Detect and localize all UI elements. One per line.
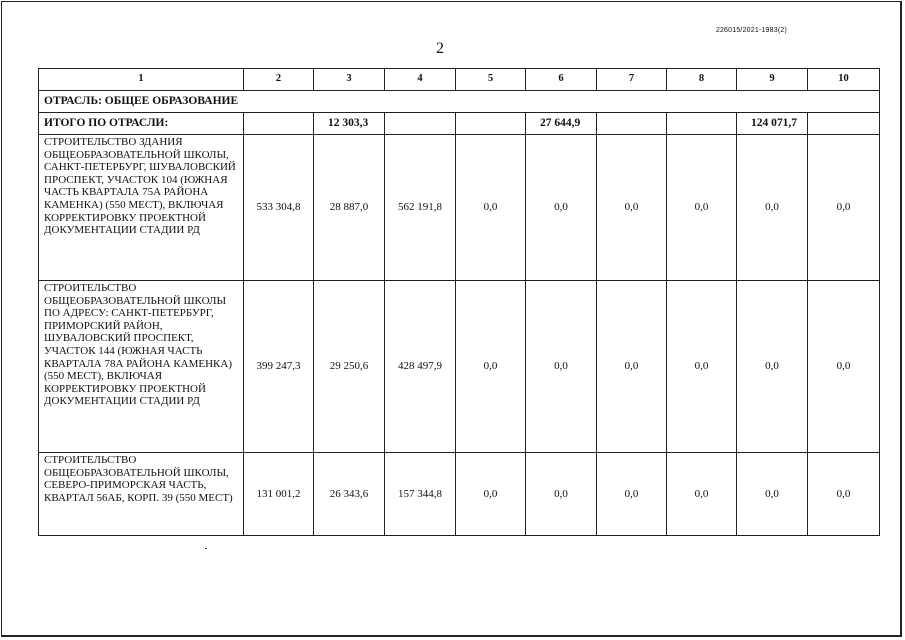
total-cell: 27 644,9 (526, 113, 597, 135)
total-cell (808, 113, 880, 135)
value-cell: 428 497,9 (385, 281, 456, 453)
value-cell: 399 247,3 (244, 281, 314, 453)
column-header: 3 (314, 69, 385, 91)
value-cell: 26 343,6 (314, 453, 385, 536)
value-cell: 0,0 (456, 135, 526, 281)
value-cell: 0,0 (667, 453, 737, 536)
value-cell: 0,0 (667, 281, 737, 453)
column-header: 7 (597, 69, 667, 91)
value-cell: 0,0 (456, 281, 526, 453)
total-cell: 124 071,7 (737, 113, 808, 135)
document-id: 226015/2021-1983(2) (715, 27, 787, 34)
value-cell: 0,0 (737, 281, 808, 453)
total-cell: 12 303,3 (314, 113, 385, 135)
table-row (39, 135, 880, 281)
value-cell: 0,0 (526, 453, 597, 536)
column-header: 10 (808, 69, 880, 91)
value-cell: 0,0 (737, 453, 808, 536)
project-name: СТРОИТЕЛЬСТВО ОБЩЕОБРАЗОВАТЕЛЬНОЙ ШКОЛЫ ПО АДРЕСУ: САНКТ-ПЕТЕРБУРГ, ПРИМОРСКИЙ РАЙОН, ШУВАЛОВСКИЙ ПРОСПЕКТ, УЧАСТОК 144 (ЮЖНАЯ ЧАСТЬ КВАРТАЛА 78А РАЙОНА КАМЕНКА) (550 МЕСТ), ВКЛЮЧАЯ КОРРЕКТИРОВКУ ПРОЕКТНОЙ ДОКУМЕНТАЦИИ СТАДИИ РД (39, 281, 244, 453)
total-cell (667, 113, 737, 135)
column-header: 8 (667, 69, 737, 91)
value-cell: 0,0 (526, 281, 597, 453)
value-cell: 0,0 (597, 281, 667, 453)
sector-label: ОТРАСЛЬ: ОБЩЕЕ ОБРАЗОВАНИЕ (39, 91, 880, 113)
column-header: 1 (39, 69, 244, 91)
value-cell: 0,0 (808, 135, 880, 281)
column-header: 5 (456, 69, 526, 91)
total-cell (385, 113, 456, 135)
value-cell: 533 304,8 (244, 135, 314, 281)
page-number: 2 (436, 40, 444, 57)
sector-row (39, 91, 880, 113)
column-header: 6 (526, 69, 597, 91)
value-cell: 0,0 (808, 453, 880, 536)
table-row (39, 281, 880, 453)
value-cell: 0,0 (667, 135, 737, 281)
value-cell: 0,0 (597, 453, 667, 536)
value-cell: 0,0 (597, 135, 667, 281)
total-row (39, 113, 880, 135)
value-cell: 131 001,2 (244, 453, 314, 536)
value-cell: 29 250,6 (314, 281, 385, 453)
table-row (39, 453, 880, 536)
value-cell: 28 887,0 (314, 135, 385, 281)
column-header: 2 (244, 69, 314, 91)
value-cell: 562 191,8 (385, 135, 456, 281)
column-header: 4 (385, 69, 456, 91)
total-cell (244, 113, 314, 135)
value-cell: 0,0 (456, 453, 526, 536)
value-cell: 0,0 (526, 135, 597, 281)
project-name: СТРОИТЕЛЬСТВО ЗДАНИЯ ОБЩЕОБРАЗОВАТЕЛЬНОЙ ШКОЛЫ, САНКТ-ПЕТЕРБУРГ, ШУВАЛОВСКИЙ ПРОСПЕКТ, УЧАСТОК 104 (ЮЖНАЯ ЧАСТЬ КВАРТАЛА 75А РАЙОНА КАМЕНКА) (550 МЕСТ), ВКЛЮЧАЯ КОРРЕКТИРОВКУ ПРОЕКТНОЙ ДОКУМЕНТАЦИИ СТАДИИ РД (39, 135, 244, 281)
column-header: 9 (737, 69, 808, 91)
scan-speck (205, 548, 207, 549)
total-label: ИТОГО ПО ОТРАСЛИ: (39, 113, 244, 135)
project-name: СТРОИТЕЛЬСТВО ОБЩЕОБРАЗОВАТЕЛЬНОЙ ШКОЛЫ, СЕВЕРО-ПРИМОРСКАЯ ЧАСТЬ, КВАРТАЛ 56АБ, КОРП. 39 (550 МЕСТ) (39, 453, 244, 536)
budget-table (38, 68, 880, 536)
total-cell (456, 113, 526, 135)
value-cell: 157 344,8 (385, 453, 456, 536)
total-cell (597, 113, 667, 135)
value-cell: 0,0 (737, 135, 808, 281)
table-header-row (39, 69, 880, 91)
value-cell: 0,0 (808, 281, 880, 453)
